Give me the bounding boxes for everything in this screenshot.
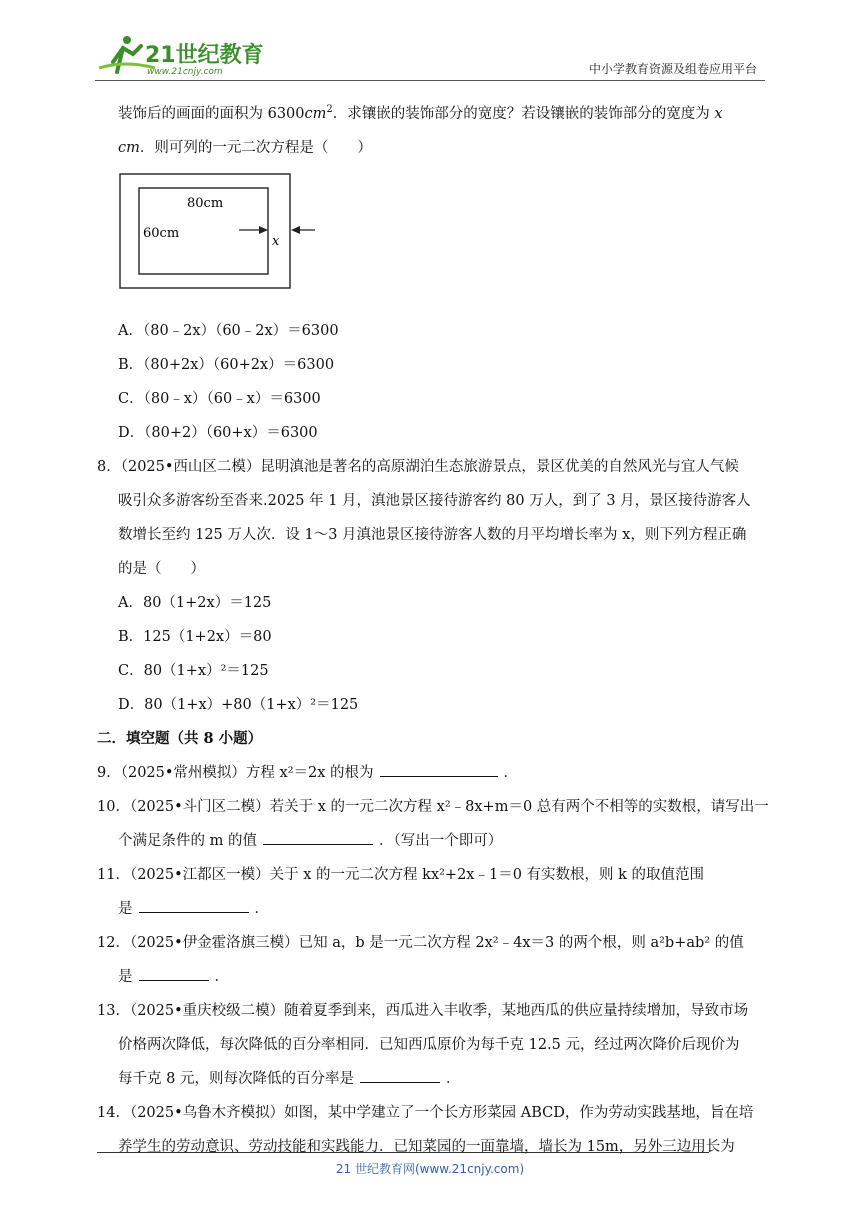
site-logo <box>95 32 265 76</box>
q12-line2: 是 ． <box>97 960 767 994</box>
q10-line1: 10．（2025•斗门区二模）若关于 x 的一元二次方程 x²﹣8x+m＝0 总有两个不相等的实数根，请写出一 <box>97 799 769 815</box>
logo-url: www.21cnjy.com <box>147 67 223 76</box>
q8-line2: 吸引众多游客纷至沓来.2025 年 1 月，滇池景区接待游客约 80 万人，到了 3 月，景区接待游客人 <box>118 493 751 509</box>
question-content <box>97 97 767 1164</box>
platform-name: 中小学教育资源及组卷应用平台 <box>588 62 757 76</box>
q8-line1: 8．（2025•西山区二模）昆明滇池是著名的高原湖泊生态旅游景点，景区优美的自然风光与宜人气候 <box>97 459 739 475</box>
q12-answer-blank[interactable] <box>139 964 209 981</box>
frame-figure <box>119 173 319 295</box>
header-divider <box>95 80 765 81</box>
q11-answer-blank[interactable] <box>139 896 249 913</box>
label-x: x <box>272 234 280 249</box>
q8-option-b: B．125（1+2x）＝80 <box>118 629 272 645</box>
q7-line2: cm．则可列的一元二次方程是（ ） <box>118 140 372 156</box>
logo-text: 21世纪教育 <box>145 43 264 68</box>
label-width: 80cm <box>187 196 224 211</box>
q8-line3: 数增长至约 125 万人次．设 1～3 月滇池景区接待游客人数的月平均增长率为 x，则下列方程正确 <box>118 527 747 543</box>
q10-answer-blank[interactable] <box>263 828 373 845</box>
q14-line2: 养学生的劳动意识、劳动技能和实践能力．已知菜园的一面靠墙，墙长为 15m，另外三边用长为 <box>118 1139 735 1155</box>
q13-line1: 13．（2025•重庆校级二模）随着夏季到来，西瓜进入丰收季，某地西瓜的供应量持续增加，导致市场 <box>97 1003 749 1019</box>
q9-answer-blank[interactable] <box>380 760 498 777</box>
q14-line1: 14．（2025•乌鲁木齐模拟）如图，某中学建立了一个长方形菜园 ABCD，作为劳动实践基地，旨在培 <box>97 1105 754 1121</box>
q8-line4: 的是（ ） <box>118 561 205 577</box>
q7-option-a: A．（80﹣2x）（60﹣2x）＝6300 <box>118 323 339 339</box>
label-height: 60cm <box>143 226 180 241</box>
arrow-right-head <box>291 226 300 234</box>
footer-divider <box>97 1152 709 1153</box>
q13-line3: 每千克 8 元，则每次降低的百分率是 ． <box>97 1062 767 1096</box>
page-header <box>95 30 765 82</box>
section-fill-in-blank: 二．填空题（共 8 小题） <box>97 730 263 747</box>
q7-option-b: B．（80+2x）（60+2x）＝6300 <box>118 357 335 373</box>
q10-line2: 个满足条件的 m 的值 ．（写出一个即可） <box>97 824 767 858</box>
q7-line1: 装饰后的画面的面积为 $6300cm^2$．求镶嵌的装饰部分的宽度？若设镶嵌的装饰部分的宽度为 x <box>118 104 723 122</box>
q8-option-d: D．80（1+x）+80（1+x）²＝125 <box>118 697 359 713</box>
q7-option-c: C．（80﹣x）（60﹣x）＝6300 <box>118 391 321 407</box>
q11-line1: 11．（2025•江都区一模）关于 x 的一元二次方程 kx²+2x﹣1＝0 有实数根，则 k 的取值范围 <box>97 867 705 883</box>
q12-line1: 12．（2025•伊金霍洛旗三模）已知 a，b 是一元二次方程 2x²﹣4x＝3 的两个根，则 a²b+ab² 的值 <box>97 935 744 951</box>
q8-option-c: C．80（1+x）²＝125 <box>118 663 269 679</box>
footer-link[interactable]: 21 世纪教育网(www.21cnjy.com) <box>335 1162 525 1176</box>
q13-line2: 价格两次降低，每次降低的百分率相同．已知西瓜原价为每千克 12.5 元，经过两次降价后现价为 <box>118 1037 740 1053</box>
q9: 9．（2025•常州模拟）方程 x²＝2x 的根为 ． <box>97 756 767 790</box>
arrow-left-head <box>259 226 268 234</box>
q11-line2: 是 ． <box>97 892 767 926</box>
q13-answer-blank[interactable] <box>360 1066 440 1083</box>
q7-option-d: D．（80+2）（60+x）＝6300 <box>118 425 318 441</box>
q8-option-a: A．80（1+2x）＝125 <box>118 595 272 611</box>
